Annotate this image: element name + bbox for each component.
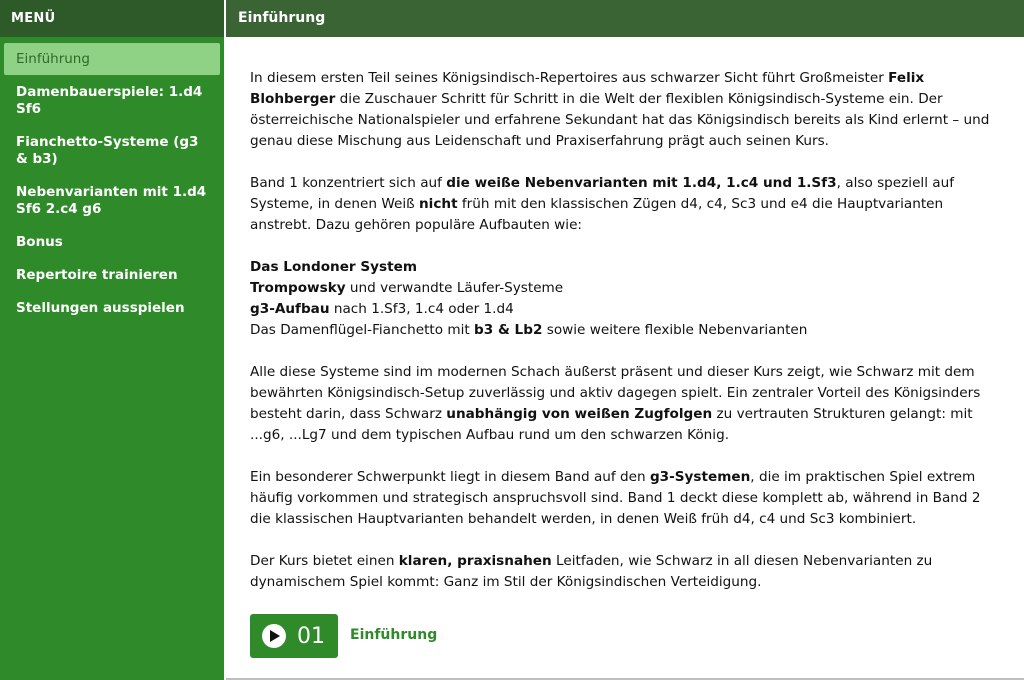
sidebar-item-damenbauerspiele[interactable]: Damenbauerspiele: 1.d4 Sf6 — [16, 84, 203, 117]
intro-paragraph — [250, 68, 1002, 152]
list-item-bold: b3 & Lb2 — [474, 322, 543, 338]
author-name: Felix Blohberger — [250, 70, 925, 107]
top-bar — [0, 0, 1024, 37]
text: Alle diese Systeme sind im modernen Schach äußerst präsent und dieser Kurs zeigt, wie Schwarz mit dem bewährten Königsindisch-Setup zuverlässig und aktiv dagegen spielt. Ein zentraler Vorteil des Königsinders besteht darin, dass Schwarz — [250, 364, 981, 422]
text: , also speziell auf Systeme, in denen Weiß — [250, 175, 955, 212]
menu-title: MENÜ — [0, 0, 224, 37]
chapter-row — [250, 614, 1002, 658]
sidebar-item-fianchetto-systeme[interactable]: Fianchetto-Systeme (g3 & b3) — [16, 134, 199, 167]
play-icon — [262, 624, 286, 648]
sidebar-item-stellungen-ausspielen[interactable]: Stellungen ausspielen — [16, 300, 185, 316]
sidebar-item-repertoire-trainieren[interactable]: Repertoire trainieren — [16, 267, 178, 283]
focus-paragraph — [250, 467, 1002, 530]
bold-text: klaren, praxisnahen — [398, 553, 552, 569]
systems-list — [250, 257, 1002, 341]
bold-text: nicht — [419, 196, 458, 212]
list-item-bold: Trompowsky — [250, 280, 346, 296]
sidebar — [0, 37, 224, 680]
band-paragraph — [250, 173, 1002, 236]
text: die Zuschauer Schritt für Schritt in die Welt der flexiblen Königsindisch-Systeme ein. Der österreichische Nationalspieler und erfahrene Sekundant hat das Königsindisch bereits als Kind erlernt – und genau diese Mischung aus Leidenschaft und Praxiserfahrung prägt auch seinen Kurs. — [250, 91, 990, 149]
bold-text: die weiße Nebenvarianten mit 1.d4, 1.c4 und 1.Sf3 — [446, 175, 837, 191]
sidebar-item-einfuehrung[interactable]: Einführung — [4, 43, 220, 75]
summary-paragraph — [250, 551, 1002, 593]
sidebar-item-nebenvarianten[interactable]: Nebenvarianten mit 1.d4 Sf6 2.c4 g6 — [16, 184, 207, 217]
chapter-play-button[interactable] — [250, 614, 338, 658]
list-item: Das Londoner System — [250, 259, 417, 275]
text: In diesem ersten Teil seines Königsindisch-Repertoires aus schwarzer Sicht führt Großmeister — [250, 70, 889, 86]
list-item: sowie weitere flexible Nebenvarianten — [542, 322, 808, 338]
sidebar-item-bonus[interactable]: Bonus — [16, 234, 63, 250]
page-title: Einführung — [226, 0, 1024, 37]
chapter-title-link[interactable]: Einführung — [350, 627, 438, 643]
text: Ein besonderer Schwerpunkt liegt in diesem Band auf den — [250, 469, 650, 485]
text: Band 1 konzentriert sich auf — [250, 175, 447, 191]
list-item-bold: g3-Aufbau — [250, 301, 330, 317]
text: Leitfaden, wie Schwarz in all diesen Nebenvarianten zu dynamischem Spiel kommt: Ganz im Stil der Königsindischen Verteidigung. — [250, 553, 933, 590]
list-item: nach 1.Sf3, 1.c4 oder 1.d4 — [329, 301, 514, 317]
chapter-number: 01 — [297, 623, 325, 649]
bold-text: unabhängig von weißen Zugfolgen — [446, 406, 713, 422]
text: zu vertrauten Strukturen gelangt: mit ...g6, ...Lg7 und dem typischen Aufbau rund um den schwarzen König. — [250, 406, 973, 443]
text: , die im praktischen Spiel extrem häufig vorkommen und strategisch anspruchsvoll sind. Band 1 deckt diese komplett ab, während in Band 2 die klassischen Hauptvarianten behandelt werden, in denen Weiß früh d4, c4 und Sc3 kombiniert. — [250, 469, 981, 527]
systems-paragraph — [250, 362, 1002, 446]
bold-text: g3-Systemen — [649, 469, 751, 485]
main-content — [226, 37, 1024, 678]
list-item: und verwandte Läufer-Systeme — [345, 280, 564, 296]
text: früh mit den klassischen Zügen d4, c4, Sc3 und e4 die Hauptvarianten anstrebt. Dazu gehören populäre Aufbauten wie: — [250, 196, 944, 233]
text: Der Kurs bietet einen — [250, 553, 399, 569]
list-item: Das Damenflügel-Fianchetto mit — [250, 322, 475, 338]
